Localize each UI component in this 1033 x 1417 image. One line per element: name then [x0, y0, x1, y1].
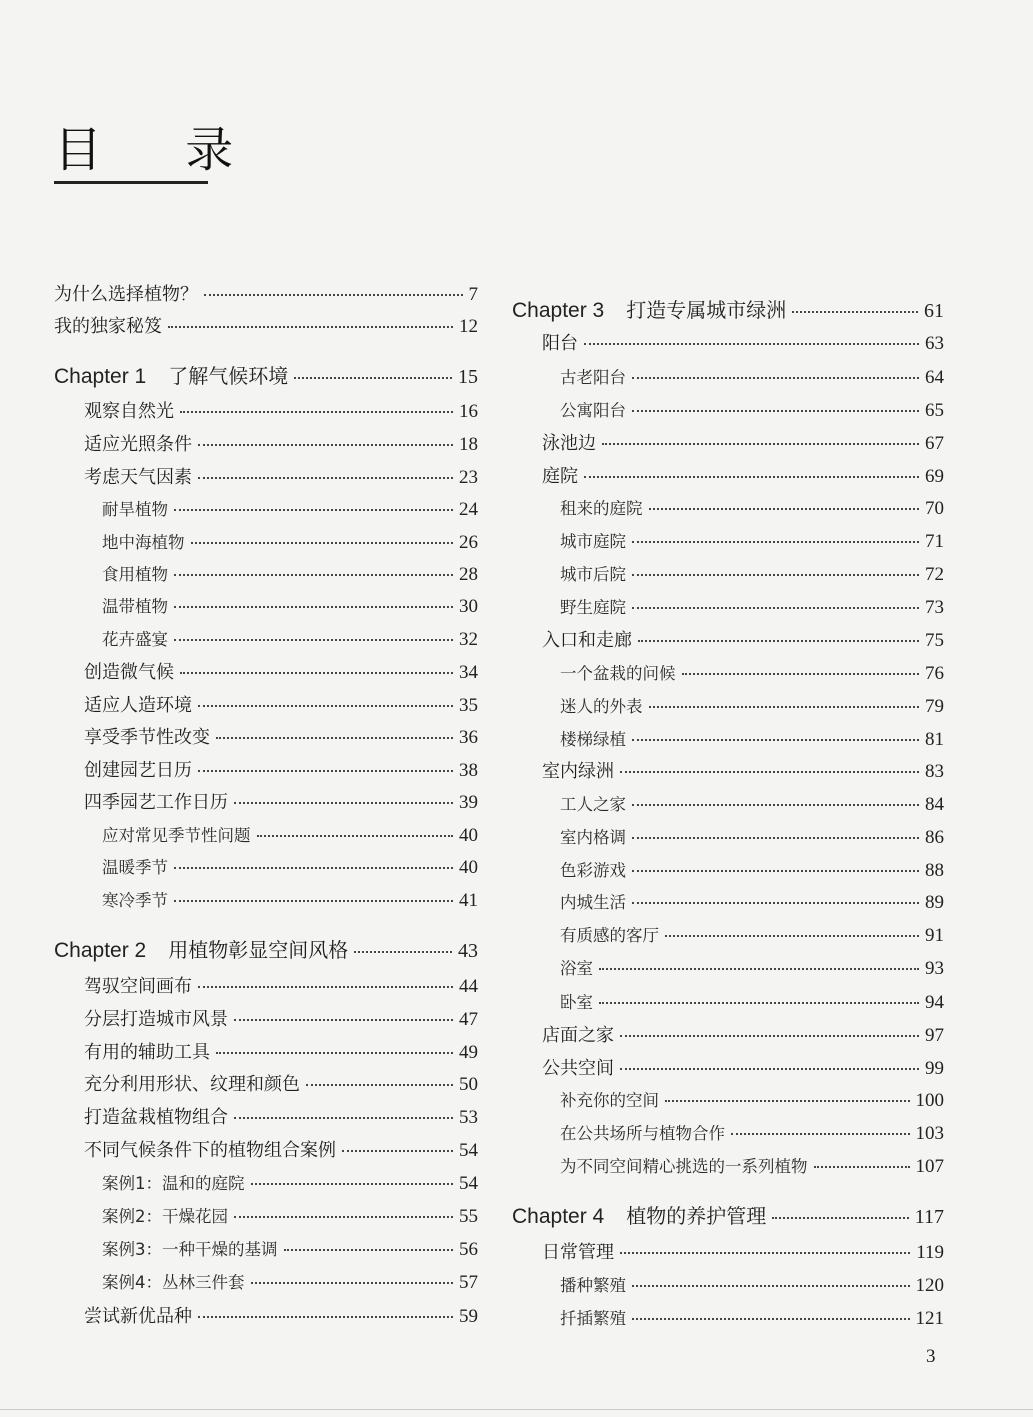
toc-entry-page: 40	[459, 825, 478, 846]
toc-entry-title: 打造专属城市绿洲	[626, 298, 787, 322]
dot-leader	[257, 835, 454, 837]
toc-entry-title: 温带植物	[102, 597, 168, 616]
toc-entry	[54, 1172, 478, 1196]
toc-entry-title: 庭院	[542, 466, 578, 487]
toc-entry	[54, 531, 478, 555]
toc-entry-title: 地中海植物	[102, 533, 185, 552]
dot-leader	[602, 443, 919, 445]
toc-entry-title: 补充你的空间	[560, 1091, 659, 1110]
toc-entry	[512, 563, 944, 587]
dot-leader	[234, 1216, 453, 1218]
dot-leader	[632, 837, 919, 839]
toc-entry-title: 案例4：丛林三件套	[102, 1273, 245, 1292]
chapter-number: Chapter 2	[54, 939, 147, 962]
toc-entry-page: 55	[459, 1206, 478, 1227]
toc-entry-page: 94	[925, 992, 944, 1013]
toc-entry-title: 楼梯绿植	[560, 730, 626, 749]
toc-entry	[54, 628, 478, 652]
dot-leader	[599, 968, 919, 970]
dot-leader	[620, 1035, 919, 1037]
page-edge	[0, 1409, 1033, 1410]
toc-entry	[54, 1041, 478, 1065]
dot-leader	[216, 1052, 453, 1054]
chapter-number: Chapter 1	[54, 365, 147, 388]
toc-entry-title: 野生庭院	[560, 598, 626, 617]
toc-entry	[54, 466, 478, 490]
toc-chapter-entry	[512, 1202, 944, 1231]
toc-entry-title: 寒冷季节	[102, 891, 168, 910]
toc-entry	[54, 283, 478, 307]
toc-entry-page: 36	[459, 727, 478, 748]
toc-entry-page: 30	[459, 596, 478, 617]
toc-entry-page: 117	[914, 1206, 944, 1228]
toc-entry-title: 租来的庭院	[560, 499, 643, 518]
toc-entry-page: 41	[459, 890, 478, 911]
toc-entry-page: 59	[459, 1306, 478, 1327]
toc-entry-title: 了解气候环境	[168, 364, 289, 388]
toc-entry	[512, 1057, 944, 1081]
toc-entry-page: 53	[459, 1107, 478, 1128]
toc-entry	[512, 465, 944, 489]
toc-entry-page: 67	[925, 433, 944, 454]
toc-entry	[54, 975, 478, 999]
dot-leader	[204, 294, 463, 296]
toc-entry-page: 49	[459, 1042, 478, 1063]
dot-leader	[180, 411, 453, 413]
toc-entry-title: 迷人的外表	[560, 697, 643, 716]
toc-entry-page: 63	[925, 333, 944, 354]
toc-entry	[512, 332, 944, 356]
toc-entry	[512, 1024, 944, 1048]
dot-leader	[584, 343, 919, 345]
toc-entry-title: 为不同空间精心挑选的一系列植物	[560, 1157, 808, 1176]
toc-entry-title: 播种繁殖	[560, 1276, 626, 1295]
toc-entry-title: 室内绿洲	[542, 761, 614, 782]
toc-entry	[512, 432, 944, 456]
toc-entry-title: 分层打造城市风景	[84, 1009, 228, 1030]
dot-leader	[632, 902, 919, 904]
toc-entry	[54, 1073, 478, 1097]
toc-entry	[512, 1241, 944, 1265]
dot-leader	[174, 606, 453, 608]
toc-entry	[54, 791, 478, 815]
dot-leader	[180, 672, 453, 674]
dot-leader	[620, 1252, 910, 1254]
dot-leader	[792, 311, 918, 313]
toc-entry-page: 73	[925, 597, 944, 618]
toc-entry-page: 79	[925, 696, 944, 717]
toc-entry-page: 23	[459, 467, 478, 488]
toc-entry	[512, 1122, 944, 1146]
toc-entry-page: 18	[459, 434, 478, 455]
toc-entry-page: 65	[925, 400, 944, 421]
toc-entry-page: 88	[925, 860, 944, 881]
toc-entry	[54, 595, 478, 619]
toc-entry-title: 公寓阳台	[560, 401, 626, 420]
toc-entry-page: 50	[459, 1074, 478, 1095]
dot-leader	[682, 673, 920, 675]
toc-entry-title: 创造微气候	[84, 662, 174, 683]
toc-entry-page: 34	[459, 662, 478, 683]
toc-entry	[512, 793, 944, 817]
toc-entry	[512, 924, 944, 948]
toc-entry-title: 观察自然光	[84, 401, 174, 422]
toc-entry-page: 7	[468, 284, 478, 305]
toc-entry	[54, 889, 478, 913]
toc-entry-title: 阳台	[542, 333, 578, 354]
toc-entry-title: 温暖季节	[102, 858, 168, 877]
toc-entry-page: 15	[458, 366, 478, 388]
dot-leader	[632, 870, 919, 872]
toc-entry	[54, 694, 478, 718]
dot-leader	[198, 986, 453, 988]
toc-entry-page: 107	[915, 1156, 944, 1177]
dot-leader	[814, 1166, 910, 1168]
toc-entry	[512, 859, 944, 883]
toc-entry-page: 89	[925, 892, 944, 913]
dot-leader	[354, 951, 452, 953]
toc-entry	[54, 1305, 478, 1329]
toc-entry-title: 案例1：温和的庭院	[102, 1174, 245, 1193]
toc-entry	[512, 728, 944, 752]
toc-entry	[512, 1155, 944, 1179]
dot-leader	[632, 607, 919, 609]
toc-entry-title: 扦插繁殖	[560, 1309, 626, 1328]
toc-entry-title: 有质感的客厅	[560, 926, 659, 945]
toc-entry-title: 四季园艺工作日历	[84, 792, 228, 813]
page-title: 目 录	[54, 122, 268, 178]
toc-entry	[512, 760, 944, 784]
toc-chapter-entry	[54, 362, 478, 391]
toc-entry-page: 83	[925, 761, 944, 782]
toc-entry-title: 店面之家	[542, 1025, 614, 1046]
toc-entry-title: 花卉盛宴	[102, 630, 168, 649]
dot-leader	[632, 804, 919, 806]
toc-entry-page: 71	[925, 531, 944, 552]
toc-entry	[54, 315, 478, 339]
dot-leader	[198, 705, 453, 707]
toc-entry-page: 93	[925, 958, 944, 979]
dot-leader	[174, 867, 453, 869]
dot-leader	[198, 444, 453, 446]
toc-entry	[512, 366, 944, 390]
toc-entry-page: 72	[925, 564, 944, 585]
toc-entry-page: 91	[925, 925, 944, 946]
toc-entry-page: 38	[459, 760, 478, 781]
dot-leader	[665, 1100, 910, 1102]
toc-entry-title: 驾驭空间画布	[84, 976, 192, 997]
toc-entry-title: 为什么选择植物？	[54, 284, 198, 305]
toc-entry	[512, 826, 944, 850]
toc-entry-page: 86	[925, 827, 944, 848]
toc-entry-title: 泳池边	[542, 433, 596, 454]
toc-entry-page: 70	[925, 498, 944, 519]
toc-entry-title: 有用的辅助工具	[84, 1042, 210, 1063]
toc-entry-title: 城市庭院	[560, 532, 626, 551]
toc-entry	[512, 530, 944, 554]
toc-entry-page: 100	[915, 1090, 944, 1111]
toc-entry-page: 99	[925, 1058, 944, 1079]
toc-entry-title: 内城生活	[560, 893, 626, 912]
dot-leader	[251, 1183, 454, 1185]
dot-leader	[174, 509, 453, 511]
toc-entry-page: 56	[459, 1239, 478, 1260]
toc-entry-page: 12	[459, 316, 478, 337]
toc-entry-title: 日常管理	[542, 1242, 614, 1263]
toc-entry	[512, 695, 944, 719]
toc-entry-title: 创建园艺日历	[84, 760, 192, 781]
toc-entry	[54, 1205, 478, 1229]
dot-leader	[632, 739, 919, 741]
toc-entry	[512, 991, 944, 1015]
toc-entry	[512, 399, 944, 423]
toc-entry-title: 城市后院	[560, 565, 626, 584]
dot-leader	[731, 1133, 910, 1135]
toc-entry-title: 浴室	[560, 959, 593, 978]
toc-chapter-entry	[512, 296, 944, 325]
toc-entry-title: 我的独家秘笈	[54, 316, 162, 337]
toc-entry-page: 28	[459, 564, 478, 585]
toc-entry-title: 适应光照条件	[84, 434, 192, 455]
toc-entry-title: 植物的养护管理	[626, 1204, 767, 1228]
toc-entry-title: 充分利用形状、纹理和颜色	[84, 1074, 300, 1095]
toc-entry-title: 案例2：干燥花园	[102, 1207, 228, 1226]
toc-entry	[512, 629, 944, 653]
toc-entry-page: 44	[459, 976, 478, 997]
toc-entry	[512, 891, 944, 915]
toc-entry	[54, 824, 478, 848]
toc-entry-page: 75	[925, 630, 944, 651]
dot-leader	[251, 1282, 454, 1284]
dot-leader	[620, 1068, 919, 1070]
dot-leader	[772, 1217, 909, 1219]
dot-leader	[198, 1316, 453, 1318]
dot-leader	[620, 771, 919, 773]
toc-entry	[512, 1307, 944, 1331]
dot-leader	[284, 1249, 454, 1251]
dot-leader	[234, 802, 453, 804]
toc-entry	[54, 1271, 478, 1295]
toc-chapter-entry	[54, 936, 478, 965]
toc-entry	[54, 759, 478, 783]
toc-entry-page: 43	[458, 940, 478, 962]
dot-leader	[342, 1150, 453, 1152]
dot-leader	[174, 900, 453, 902]
toc-entry	[54, 856, 478, 880]
dot-leader	[168, 326, 453, 328]
toc-entry	[54, 1238, 478, 1262]
dot-leader	[632, 541, 919, 543]
title-underline	[54, 181, 208, 184]
toc-entry	[54, 563, 478, 587]
page-number: 3	[926, 1346, 936, 1367]
toc-entry-page: 35	[459, 695, 478, 716]
toc-entry-title: 适应人造环境	[84, 695, 192, 716]
toc-entry-title: 在公共场所与植物合作	[560, 1124, 725, 1143]
toc-entry-page: 40	[459, 857, 478, 878]
toc-entry-page: 119	[916, 1242, 944, 1263]
dot-leader	[234, 1019, 453, 1021]
toc-entry	[512, 1089, 944, 1113]
toc-entry	[54, 726, 478, 750]
dot-leader	[306, 1084, 453, 1086]
toc-entry	[512, 596, 944, 620]
toc-entry	[54, 498, 478, 522]
toc-entry-title: 工人之家	[560, 795, 626, 814]
toc-entry-title: 室内格调	[560, 828, 626, 847]
dot-leader	[584, 476, 919, 478]
toc-entry-title: 享受季节性改变	[84, 727, 210, 748]
toc-entry-page: 76	[925, 663, 944, 684]
dot-leader	[665, 935, 919, 937]
toc-entry-title: 食用植物	[102, 565, 168, 584]
toc-entry-title: 一个盆栽的问候	[560, 664, 676, 683]
toc-entry-page: 121	[915, 1308, 944, 1329]
toc-entry-page: 81	[925, 729, 944, 750]
toc-entry-page: 103	[915, 1123, 944, 1144]
toc-entry	[54, 1106, 478, 1130]
toc-entry-title: 应对常见季节性问题	[102, 826, 251, 845]
dot-leader	[599, 1002, 919, 1004]
toc-entry-page: 47	[459, 1009, 478, 1030]
toc-entry-page: 16	[459, 401, 478, 422]
toc-entry-title: 考虑天气因素	[84, 467, 192, 488]
dot-leader	[294, 377, 452, 379]
toc-entry	[512, 1274, 944, 1298]
toc-entry-page: 97	[925, 1025, 944, 1046]
dot-leader	[632, 377, 919, 379]
toc-entry-title: 耐旱植物	[102, 500, 168, 519]
toc-entry	[54, 661, 478, 685]
dot-leader	[632, 410, 919, 412]
toc-entry-page: 61	[924, 300, 944, 322]
toc-entry	[54, 433, 478, 457]
toc-entry	[512, 497, 944, 521]
toc-entry-page: 24	[459, 499, 478, 520]
toc-entry-page: 32	[459, 629, 478, 650]
chapter-number: Chapter 4	[512, 1205, 605, 1228]
toc-entry-title: 不同气候条件下的植物组合案例	[84, 1140, 336, 1161]
toc-entry-title: 古老阳台	[560, 368, 626, 387]
dot-leader	[191, 542, 454, 544]
dot-leader	[234, 1117, 453, 1119]
toc-entry	[512, 662, 944, 686]
toc-entry-title: 案例3：一种干燥的基调	[102, 1240, 278, 1259]
toc-entry-title: 色彩游戏	[560, 861, 626, 880]
toc-entry-title: 入口和走廊	[542, 630, 632, 651]
dot-leader	[649, 706, 920, 708]
toc-entry-title: 公共空间	[542, 1058, 614, 1079]
dot-leader	[638, 640, 919, 642]
toc-entry-title: 尝试新优品种	[84, 1306, 192, 1327]
dot-leader	[632, 1285, 910, 1287]
toc-entry-page: 64	[925, 367, 944, 388]
dot-leader	[632, 574, 919, 576]
toc-entry-page: 39	[459, 792, 478, 813]
toc-entry-page: 84	[925, 794, 944, 815]
dot-leader	[174, 639, 453, 641]
toc-entry	[512, 957, 944, 981]
dot-leader	[174, 574, 453, 576]
toc-entry-page: 26	[459, 532, 478, 553]
toc-entry-title: 卧室	[560, 993, 593, 1012]
toc-entry-page: 54	[459, 1140, 478, 1161]
dot-leader	[649, 508, 920, 510]
toc-entry-page: 69	[925, 466, 944, 487]
toc-entry	[54, 400, 478, 424]
toc-entry-page: 120	[915, 1275, 944, 1296]
toc-entry-page: 54	[459, 1173, 478, 1194]
dot-leader	[216, 737, 453, 739]
toc-entry-page: 57	[459, 1272, 478, 1293]
dot-leader	[198, 477, 453, 479]
dot-leader	[198, 770, 453, 772]
chapter-number: Chapter 3	[512, 299, 605, 322]
toc-entry-title: 打造盆栽植物组合	[84, 1107, 228, 1128]
dot-leader	[632, 1318, 910, 1320]
toc-entry	[54, 1139, 478, 1163]
toc-entry-title: 用植物彰显空间风格	[168, 938, 349, 962]
toc-entry	[54, 1008, 478, 1032]
